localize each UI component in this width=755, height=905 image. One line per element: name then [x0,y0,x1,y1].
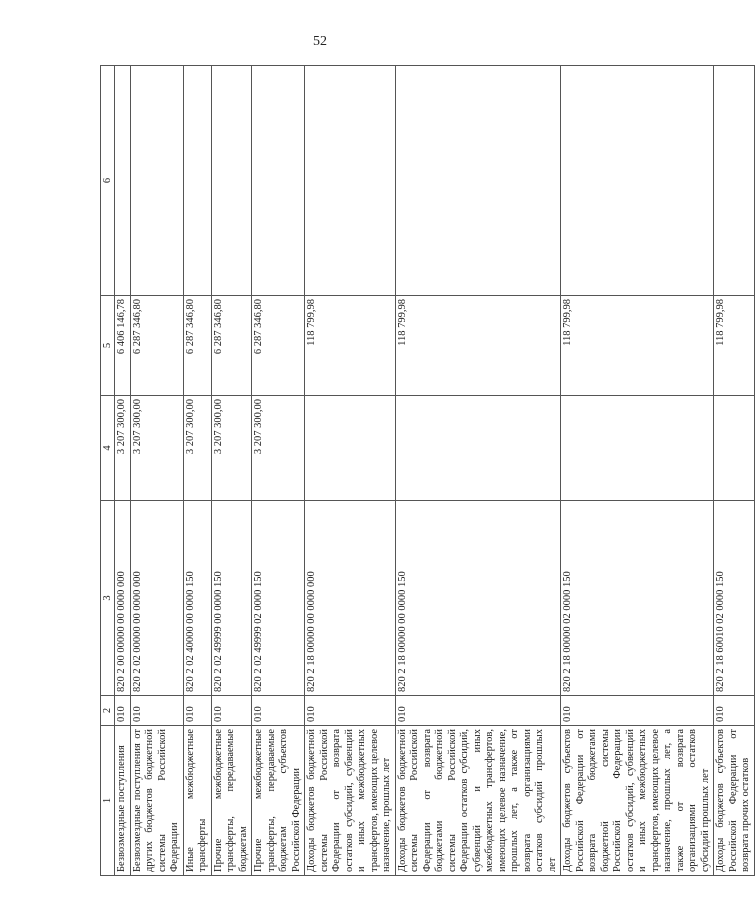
row-value-col4 [561,396,714,501]
row-admin-code: 010 [305,696,396,726]
row-value-col5: 118 799,98 [305,296,396,396]
row-budget-code: 820 2 02 40000 00 0000 150 [183,501,211,696]
table-row [183,66,211,876]
header-col-4: 4 [101,396,115,501]
row-value-col6 [561,66,714,296]
row-value-col5: 118 799,98 [395,296,561,396]
row-value-col4: 3 207 300,00 [252,396,305,501]
row-value-col6 [211,66,252,296]
row-name: Иные межбюджетные трансферты [183,726,211,876]
row-value-col4 [305,396,396,501]
row-name: Прочие межбюджетные трансферты, передаваемые бюджетам субъектов Российской Федерации [252,726,305,876]
header-col-2: 2 [101,696,115,726]
row-admin-code: 010 [211,696,252,726]
row-admin-code: 010 [130,696,183,726]
row-value-col6 [714,66,755,296]
row-budget-code: 820 2 18 00000 00 0000 000 [305,501,396,696]
rotated-table-wrapper [100,66,751,876]
row-value-col5: 6 287 346,80 [211,296,252,396]
row-name: Безвозмездные поступления [115,726,131,876]
row-budget-code: 820 2 00 00000 00 0000 000 [115,501,131,696]
header-col-5: 5 [101,296,115,396]
row-value-col4: 3 207 300,00 [115,396,131,501]
row-admin-code: 010 [115,696,131,726]
row-value-col6 [395,66,561,296]
row-value-col6 [183,66,211,296]
row-admin-code: 010 [561,696,714,726]
row-value-col6 [115,66,131,296]
row-name: Доходы бюджетов бюджетной системы Российской Федерации от возврата остатков субсидий, субвенций и иных межбюджетных трансфертов, имеющих целевое назначение, прошлых лет [305,726,396,876]
row-value-col4: 3 207 300,00 [183,396,211,501]
table-row [395,66,561,876]
row-value-col4: 3 207 300,00 [130,396,183,501]
budget-table [100,65,755,876]
table-header-row [101,66,115,876]
row-value-col4 [714,396,755,501]
row-name: Безвозмездные поступления от других бюджетов бюджетной системы Российской Федерации [130,726,183,876]
table-row [115,66,131,876]
table-row [130,66,183,876]
row-admin-code: 010 [395,696,561,726]
table-row [305,66,396,876]
row-value-col5: 118 799,98 [714,296,755,396]
header-col-6: 6 [101,66,115,296]
row-budget-code: 820 2 18 60010 02 0000 150 [714,501,755,696]
row-admin-code: 010 [252,696,305,726]
row-budget-code: 820 2 18 00000 00 0000 150 [395,501,561,696]
row-value-col6 [252,66,305,296]
row-value-col4 [395,396,561,501]
row-value-col6 [305,66,396,296]
row-budget-code: 820 2 02 49999 02 0000 150 [252,501,305,696]
row-name: Прочие межбюджетные трансферты, передаваемые бюджетам [211,726,252,876]
row-value-col5: 6 406 146,78 [115,296,131,396]
header-col-3: 3 [101,501,115,696]
table-row [211,66,252,876]
table-row [252,66,305,876]
row-admin-code: 010 [714,696,755,726]
header-col-1: 1 [101,726,115,876]
row-value-col6 [130,66,183,296]
row-budget-code: 820 2 02 49999 00 0000 150 [211,501,252,696]
row-admin-code: 010 [183,696,211,726]
row-value-col4: 3 207 300,00 [211,396,252,501]
row-value-col5: 6 287 346,80 [252,296,305,396]
row-budget-code: 820 2 02 00000 00 0000 000 [130,501,183,696]
row-value-col5: 118 799,98 [561,296,714,396]
row-budget-code: 820 2 18 00000 02 0000 150 [561,501,714,696]
row-value-col5: 6 287 346,80 [130,296,183,396]
page-number: 52 [313,34,327,49]
row-name: Доходы бюджетов бюджетной системы Российской Федерации от возврата бюджетами бюджетной системы Российской Федерации остатков субсидий, субвенций и иных межбюджетных трансфертов, имеющих целевое назначение, прошлых лет, а также от возврата организациями остатков субсидий прошлых лет [395,726,561,876]
table-row [561,66,714,876]
row-name: Доходы бюджетов субъектов Российской Федерации от возврата бюджетами бюджетной системы Российской Федерации остатков субсидий, субвенций и иных межбюджетных трансфертов, имеющих целевое назначение, прошлых лет, а также от возврата организациями остатков субсидий прошлых лет [561,726,714,876]
row-name: Доходы бюджетов субъектов Российской Федерации от возврата прочих остатков [714,726,755,876]
row-value-col5: 6 287 346,80 [183,296,211,396]
table-row [714,66,755,876]
